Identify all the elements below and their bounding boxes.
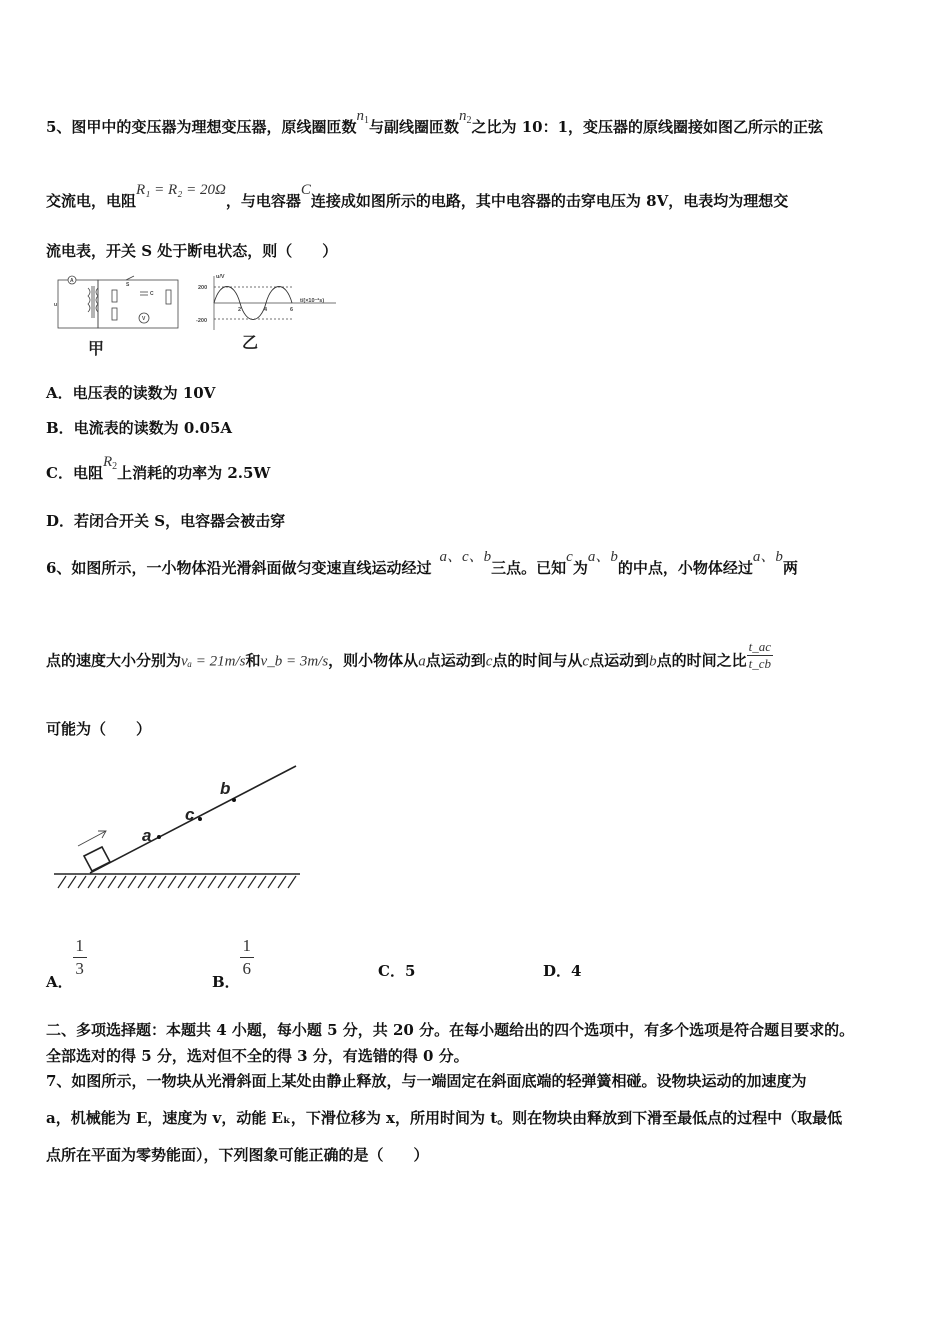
incline-label-b: b [220, 779, 231, 798]
q6-option-c: C．5 [378, 962, 416, 980]
q6-line1: 6、如图所示，一小物体沿光滑斜面做匀变速直线运动经过a、c、b三点。已知c为a、b的中点，小物体经过a、b两 [46, 549, 798, 577]
q6-line2: 点的速度大小分别为vₐ = 21m/s和v_b = 3m/s，则小物体从a点运动到c点的时间与从c点运动到b点的时间之比 $\frac{t\_ac}{t\_cb}$ [46, 639, 771, 671]
va-value: vₐ = 21m/s [181, 653, 246, 670]
q6-line3: 可能为（ ） [46, 720, 152, 738]
graph-tick: 6 [290, 307, 294, 313]
r2-symbol: $R_2$ [102, 454, 118, 472]
vb-value: v_b = 3m/s [260, 653, 329, 670]
graph-xunit: t/(×10⁻²s) [300, 298, 325, 304]
q6-option-b: B． $\frac{1}{6}$ [212, 936, 254, 979]
q5-option-c: C．电阻$R_2$上消耗的功率为 2.5W [46, 454, 271, 482]
circuit-figure [48, 272, 188, 357]
incline-label-a: a [142, 826, 152, 845]
svg-text:A: A [70, 278, 74, 284]
section2-line1: 二、多项选择题：本题共 4 小题，每小题 5 分，共 20 分。在每小题给出的四个选项中，有多个选项是符合题目要求的。 [46, 1021, 855, 1039]
svg-text:u: u [54, 302, 58, 308]
q6-option-d: D．4 [543, 962, 582, 980]
q7-line2: a，机械能为 E，速度为 v，动能 Eₖ，下滑位移为 x，所用时间为 t。则在物块由释放到下滑至最低点的过程中（取最低 [46, 1109, 843, 1127]
svg-text:V: V [142, 316, 146, 322]
fig-label-yi: 乙 [242, 335, 259, 352]
time-ratio-fraction: $\frac{t\_ac}{t\_cb}$ [748, 639, 771, 671]
sine-graph [196, 272, 346, 357]
incline-figure [50, 760, 305, 895]
fig-label-jia: 甲 [88, 341, 105, 357]
points-acb: a、c、b [439, 549, 492, 565]
point-c: c [566, 549, 573, 565]
points-ab-2: a、b [752, 549, 783, 565]
q7-line3: 点所在平面为零势能面），下列图象可能正确的是（ ） [46, 1146, 429, 1164]
q5-line3: 流电表，开关 S 处于断电状态，则（ ） [46, 242, 338, 260]
q5-option-b: B．电流表的读数为 0.05A [46, 419, 233, 437]
graph-ymin: -200 [196, 318, 208, 324]
graph-yunit: u/V [216, 274, 225, 280]
resistor-equation: R₁ = R₂ = 20Ω [136, 182, 226, 198]
n1-symbol: $n_1$ [356, 108, 369, 126]
graph-ymax: 200 [198, 285, 208, 291]
q5-option-d: D．若闭合开关 S，电容器会被击穿 [46, 512, 286, 530]
q5-option-a: A．电压表的读数为 10V [46, 384, 216, 402]
q7-line1: 7、如图所示，一物块从光滑斜面上某处由静止释放，与一端固定在斜面底端的轻弹簧相碰。设物块运动的加速度为 [46, 1072, 807, 1090]
points-ab: a、b [587, 549, 618, 565]
graph-tick: 2 [238, 307, 242, 313]
capacitor-symbol: C [300, 182, 311, 198]
svg-text:S: S [126, 282, 130, 288]
section2-line2: 全部选对的得 5 分，选对但不全的得 3 分，有选错的得 0 分。 [46, 1047, 469, 1065]
q5-line2: 交流电，电阻R₁ = R₂ = 20Ω，与电容器C连接成如图所示的电路，其中电容器的击穿电压为 8V，电表均为理想交 [46, 182, 789, 210]
q6-option-a: A． $\frac{1}{3}$ [46, 936, 87, 979]
svg-text:C: C [150, 291, 154, 297]
q5-line1: 5、图甲中的变压器为理想变压器，原线圈匝数$n_1$与副线圈匝数$n_2$之比为 10：1，变压器的原线圈接如图乙所示的正弦 [46, 108, 824, 136]
n2-symbol: $n_2$ [458, 108, 472, 126]
incline-label-c: c [185, 805, 195, 824]
graph-tick: 4 [264, 307, 268, 313]
